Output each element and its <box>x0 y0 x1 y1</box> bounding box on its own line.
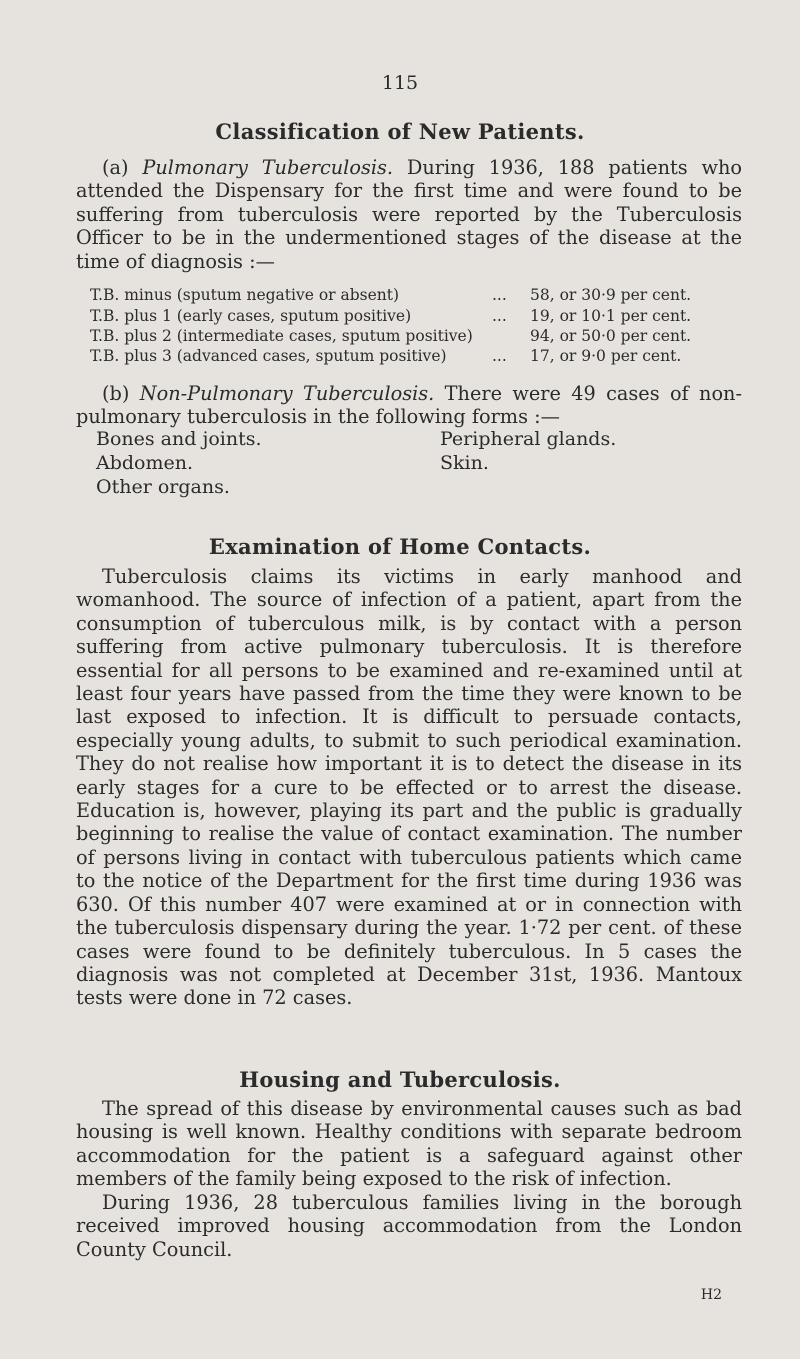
pulmonary-heading: Pulmonary Tuberculosis. <box>142 156 394 179</box>
paragraph-non-pulmonary <box>76 382 742 429</box>
stage-value: 19, or 10·1 per cent. <box>530 307 692 325</box>
pulmonary-marker: (a) <box>102 156 129 179</box>
stage-value: 17, or 9·0 per cent. <box>530 347 682 365</box>
page-number: 115 <box>381 72 419 94</box>
stage-row <box>90 286 730 306</box>
footer-signature-mark: H2 <box>700 1287 722 1303</box>
stage-value: 58, or 30·9 per cent. <box>530 286 692 304</box>
stage-value: 94, or 50·0 per cent. <box>530 327 692 345</box>
paragraph-pulmonary <box>76 156 742 273</box>
paragraph-housing-1: The spread of this disease by environmental causes such as bad housing is well known. Healthy conditions with separate bedroom accommodation for the patient is a safeguard against other members of the family being exposed to the risk of infection. <box>76 1097 742 1191</box>
stage-label: T.B. plus 1 (early cases, sputum positive) <box>90 307 412 325</box>
non-pulmonary-heading: Non-Pulmonary Tuberculosis. <box>139 382 435 405</box>
form-item: Abdomen. <box>96 452 194 474</box>
form-item: Bones and joints. <box>96 428 262 450</box>
paragraph-home-contacts: Tuberculosis claims its victims in early manhood and womanhood. The source of infection of a patient, apart from the consumption of tuberculous milk, is by contact with a person suffering from active pulmonary tuberculosis. It is therefore essential for all persons to be examined and re-examined until at least four years have passed from the time they were known to be last exposed to infection. It is difficult to persuade contacts, especially young adults, to submit to such periodical examination. They do not realise how important it is to detect the disease in its early stages for a cure to be effected or to arrest the disease. Education is, however, playing its part and the public is gradually beginning to realise the value of contact examination. The number of persons living in contact with tuberculous patients which came to the notice of the Department for the first time during 1936 was 630. Of this number 407 were examined at or in connection with the tuberculosis dispensary during the year. 1·72 per cent. of these cases were found to be definitely tuberculous. In 5 cases the diagnosis was not completed at December 31st, 1936. Mantoux tests were done in 72 cases. <box>76 565 742 1010</box>
stage-row <box>90 307 730 327</box>
stage-row <box>90 327 730 347</box>
stage-leader-dots: ... <box>492 307 507 325</box>
stage-label: T.B. plus 3 (advanced cases, sputum positive) <box>90 347 447 365</box>
form-item: Skin. <box>440 452 489 474</box>
section-title-housing: Housing and Tuberculosis. <box>239 1067 561 1092</box>
pulmonary-text: During 1936, 188 patients who attended the Dispensary for the first time and were found to be suffering from tuberculosis were reported by the Tuberculosis Officer to be in the undermentioned stages of the disease at the time of diagnosis :— <box>76 156 742 273</box>
form-item: Other organs. <box>96 476 230 498</box>
section-title-home-contacts: Examination of Home Contacts. <box>208 534 592 559</box>
non-pulmonary-marker: (b) <box>102 382 130 405</box>
form-item: Peripheral glands. <box>440 428 617 450</box>
stage-leader-dots: ... <box>492 286 507 304</box>
paragraph-housing-2: During 1936, 28 tuberculous families living in the borough received improved housing accommodation from the London County Council. <box>76 1191 742 1261</box>
stage-row <box>90 347 730 367</box>
non-pulmonary-text: There were 49 cases of non-pulmonary tuberculosis in the following forms :— <box>76 382 742 429</box>
stage-label: T.B. plus 2 (intermediate cases, sputum positive) <box>90 327 473 345</box>
stage-leader-dots: ... <box>492 347 507 365</box>
stage-label: T.B. minus (sputum negative or absent) <box>90 286 400 304</box>
section-title-classification: Classification of New Patients. <box>215 119 585 144</box>
